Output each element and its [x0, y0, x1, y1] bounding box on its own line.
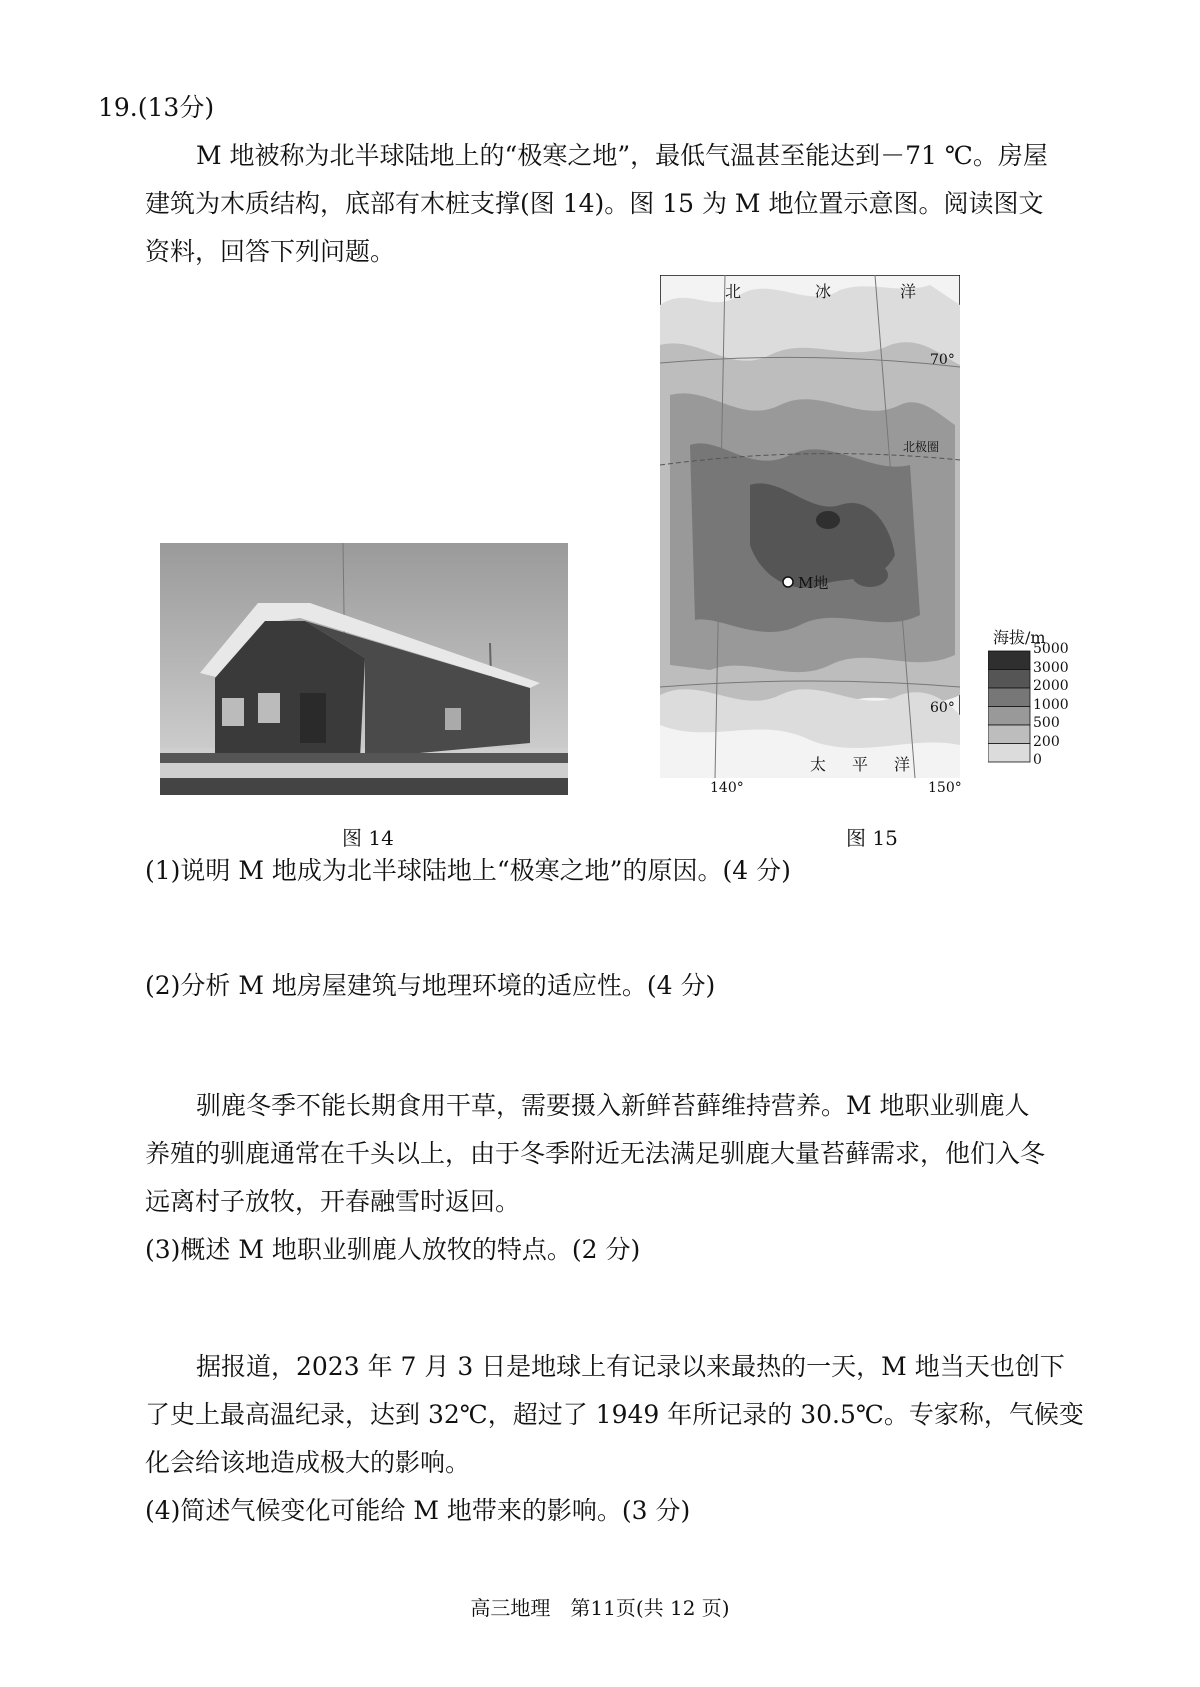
page-footer: 高三地理 第11页(共 12 页) [470, 1596, 730, 1620]
legend-level-2000: 2000 [1033, 678, 1069, 694]
pacific-ocean-char-3: 洋 [894, 755, 911, 774]
legend-level-500: 500 [1033, 715, 1060, 731]
lon-150-label: 150° [928, 780, 962, 796]
legend-level-0: 0 [1033, 752, 1042, 768]
passage-3-line-1: 据报道，2023 年 7 月 3 日是地球上有记录以来最热的一天，M 地当天也创下 [196, 1352, 1065, 1381]
lon-140-label: 140° [710, 780, 744, 796]
legend-level-3000: 3000 [1033, 659, 1069, 676]
m-point-label: M地 [798, 574, 829, 592]
passage-2-line-1: 驯鹿冬季不能长期食用干草，需要摄入新鲜苔藓维持营养。M 地职业驯鹿人 [196, 1091, 1030, 1120]
passage-2-line-2: 养殖的驯鹿通常在千头以上，由于冬季附近无法满足驯鹿大量苔藓需求，他们入冬 [145, 1139, 1046, 1168]
legend-level-5000: 5000 [1033, 641, 1069, 657]
sub-question-3: (3)概述 M 地职业驯鹿人放牧的特点。(2 分) [145, 1235, 641, 1264]
arctic-circle-label: 北极圈 [903, 440, 940, 454]
legend-swatch [988, 725, 1030, 744]
question-number: 19.(13分) [98, 93, 215, 122]
sub-question-4: (4)简述气候变化可能给 M 地带来的影响。(3 分) [145, 1496, 691, 1525]
legend-swatch [988, 670, 1030, 689]
arctic-ocean-char-3: 洋 [900, 282, 917, 301]
arctic-ocean-char-2: 冰 [815, 282, 832, 301]
legend-swatch [988, 707, 1030, 726]
legend-swatch [988, 744, 1030, 763]
intro-line-2: 建筑为木质结构，底部有木桩支撑(图 14)。图 15 为 M 地位置示意图。阅读图文 [145, 189, 1044, 218]
figure-15-caption: 图 15 [846, 826, 898, 850]
location-map [660, 275, 960, 778]
legend-swatch [988, 688, 1030, 707]
figure-14-caption: 图 14 [342, 826, 394, 850]
legend-title: 海拔/m [993, 628, 1046, 647]
legend-labels [1033, 640, 1069, 770]
pacific-ocean-char-1: 太 [810, 755, 827, 774]
sub-question-2: (2)分析 M 地房屋建筑与地理环境的适应性。(4 分) [145, 971, 716, 1000]
legend-level-1000: 1000 [1033, 696, 1069, 713]
intro-line-3: 资料，回答下列问题。 [145, 237, 396, 266]
pacific-ocean-char-2: 平 [852, 755, 869, 774]
intro-line-1: M 地被称为北半球陆地上的“极寒之地”，最低气温甚至能达到－71 ℃。房屋 [196, 141, 1048, 170]
passage-3-line-2: 了史上最高温纪录，达到 32℃，超过了 1949 年所记录的 30.5℃。专家称，气候变 [145, 1400, 1084, 1429]
sub-question-1: (1)说明 M 地成为北半球陆地上“极寒之地”的原因。(4 分) [145, 856, 791, 885]
house-photo [160, 543, 568, 795]
passage-2-line-3: 远离村子放牧，开春融雪时返回。 [145, 1187, 521, 1216]
legend-level-200: 200 [1033, 733, 1060, 750]
legend-swatch [988, 651, 1030, 670]
arctic-ocean-char-1: 北 [725, 282, 742, 301]
lat-60-label: 60° [930, 700, 955, 716]
passage-3-line-3: 化会给该地造成极大的影响。 [145, 1448, 471, 1477]
lat-70-label: 70° [930, 352, 955, 368]
